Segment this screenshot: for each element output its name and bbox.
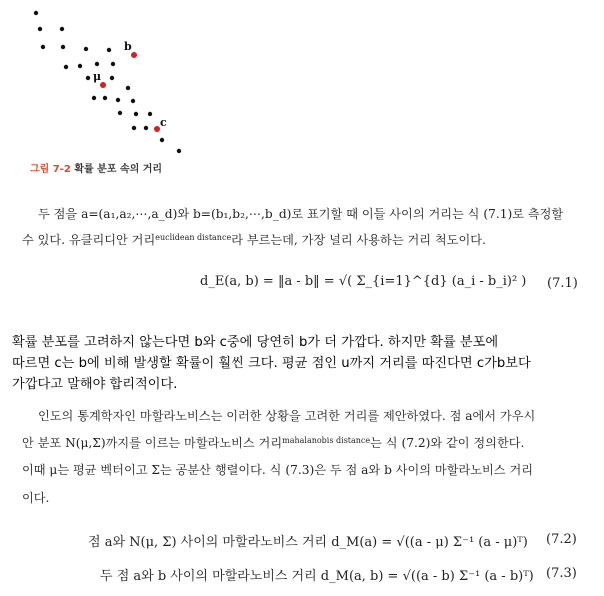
equation-7-3 <box>100 565 534 584</box>
point <box>144 126 148 130</box>
eq1-lhs: d_E(a, b) = ‖a - b‖ = <box>200 274 339 289</box>
para2-text: 안 분포 N(μ,Σ)까지를 이르는 마할라노비스 거리 <box>22 436 283 450</box>
paragraph-2-line-4: 이다. <box>22 491 50 505</box>
label-c: c <box>160 116 167 129</box>
note-line-3: 가깝다고 말해야 합리적이다. <box>12 377 178 392</box>
paragraph-1-line-1: 두 점을 a=(a₁,a₂,⋯,a_d)와 b=(b₁,b₂,⋯,b_d)로 표기할 때 이들 사이의 거리는 식 (7.1)로 측정할 <box>38 207 564 221</box>
point <box>84 47 88 51</box>
para2-tail: 는 식 (7.2)와 같이 정의한다. <box>370 436 525 450</box>
label-b: b <box>124 40 132 53</box>
eq2-number: (7.2) <box>546 532 577 547</box>
mahalanobis-term: mahalanobis distance <box>282 436 371 445</box>
point <box>126 86 130 90</box>
caption-number: 그림 7-2 <box>30 164 71 175</box>
point <box>103 96 107 100</box>
eq2-rhs: √((a - μ) Σ⁻¹ (a - μ)ᵀ) <box>396 535 528 550</box>
point <box>110 76 114 80</box>
point <box>116 98 120 102</box>
point <box>111 62 115 66</box>
note-line-2: 따르면 c는 b에 비해 발생할 확률이 훨씬 크다. 평균 점인 u까지 거리를 따진다면 c가b보다 <box>12 356 531 371</box>
equation-7-2 <box>88 531 528 550</box>
point <box>134 112 138 116</box>
point <box>177 149 181 153</box>
point <box>95 62 99 66</box>
point <box>34 11 38 15</box>
point <box>61 45 65 49</box>
paragraph-2-line-3: 이때 μ는 평균 벡터이고 Σ는 공분산 행렬이다. 식 (7.3)은 두 점 a와 b 사이의 마할라노비스 거리 <box>22 463 533 477</box>
euclidean-term: euclidean distance <box>155 233 232 242</box>
point <box>78 64 82 68</box>
eq3-rhs: √((a - b) Σ⁻¹ (a - b)ᵀ) <box>402 569 534 584</box>
figure-caption <box>30 160 162 175</box>
point <box>160 138 164 142</box>
eq1-rhs: √( Σ_{i=1}^{d} (a_i - b_i)² ) <box>338 274 527 289</box>
para1-text: 수 있다. 유클리디안 거리 <box>22 233 156 247</box>
eq3-number: (7.3) <box>546 566 577 581</box>
point <box>107 48 111 52</box>
paragraph-2-line-2 <box>22 431 597 455</box>
point <box>132 126 136 130</box>
label-mu: μ <box>93 70 102 83</box>
point <box>92 96 96 100</box>
point <box>38 27 42 31</box>
point <box>41 45 45 49</box>
point <box>64 65 68 69</box>
point-b <box>131 52 137 58</box>
point <box>148 112 152 116</box>
point <box>118 111 122 115</box>
caption-text: 확률 분포 속의 거리 <box>74 164 163 175</box>
point <box>131 99 135 103</box>
scatter-figure <box>0 0 200 160</box>
eq3-lhs: 두 점 a와 b 사이의 마할라노비스 거리 d_M(a, b) = <box>100 569 403 584</box>
eq1-number: (7.1) <box>547 276 578 291</box>
para1-tail: 라 부르는데, 가장 널리 사용하는 거리 척도이다. <box>231 233 486 247</box>
scatter-points <box>34 11 181 153</box>
paragraph-1-line-2 <box>22 228 597 252</box>
note-line-1: 확률 분포를 고려하지 않는다면 b와 c중에 당연히 b가 더 가깝다. 하지만 확률 분포에 <box>12 335 499 350</box>
paragraph-2-line-1: 인도의 통계학자인 마할라노비스는 이러한 상황을 고려한 거리를 제안하였다. 점 a에서 가우시 <box>38 409 536 423</box>
point <box>86 76 90 80</box>
eq2-lhs: 점 a와 N(μ, Σ) 사이의 마할라노비스 거리 d_M(a) = <box>88 535 397 550</box>
equation-7-1 <box>200 274 526 289</box>
point <box>60 27 64 31</box>
